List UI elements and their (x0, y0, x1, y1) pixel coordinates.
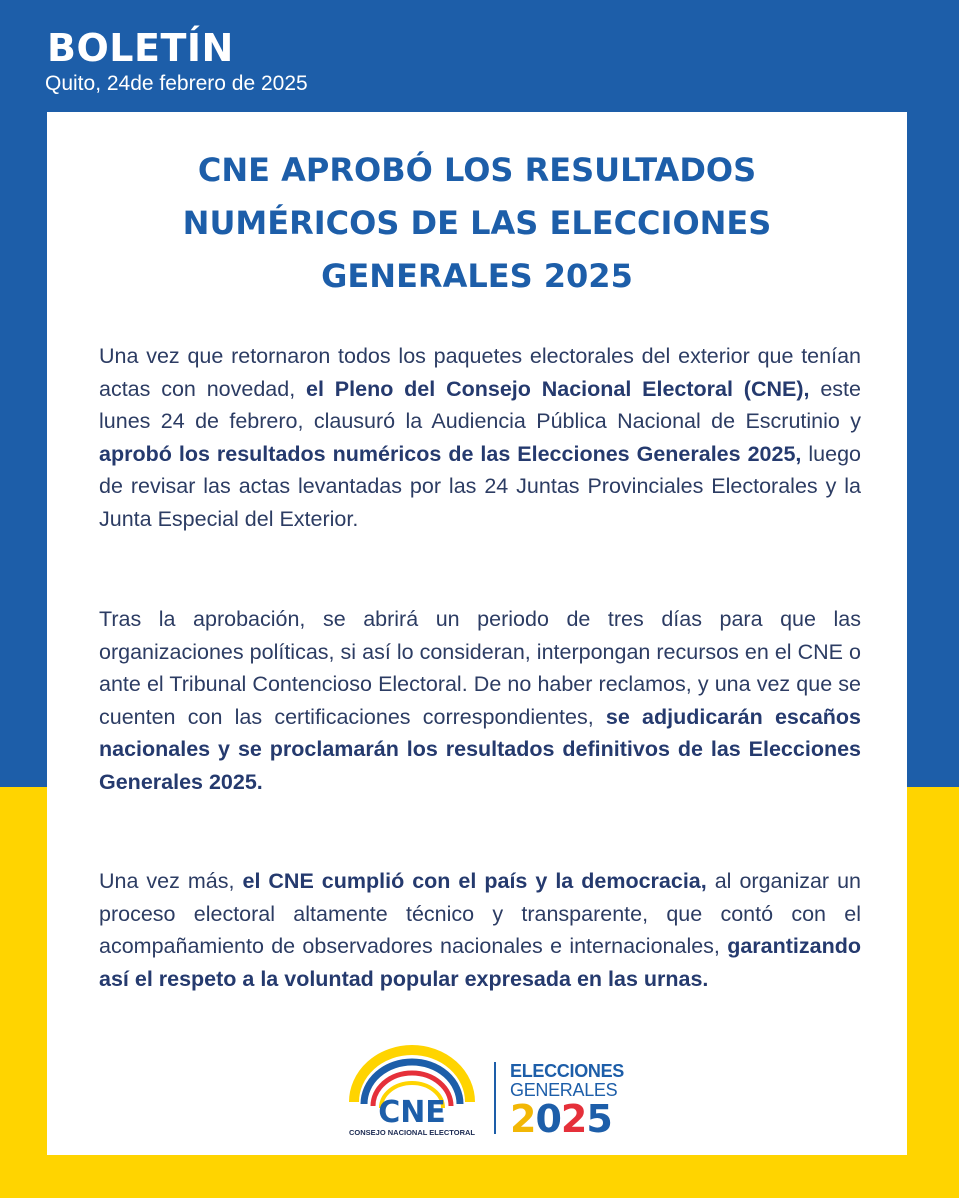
year-digit-2: 0 (535, 1097, 561, 1141)
year-digit-1: 2 (510, 1097, 536, 1141)
headline-line-2: NUMÉRICOS DE LAS ELECCIONES (182, 204, 772, 242)
headline-line-3: GENERALES 2025 (321, 257, 633, 295)
cne-logo (342, 1042, 487, 1138)
elecciones-line-1: ELECCIONES (510, 1061, 625, 1081)
paragraph-1 (99, 340, 861, 535)
paragraph-2-text-1: Tras la aprobación, se abrirá un periodo de tres días para que las organizaciones políticas, si así lo consideran, interpongan recursos en el CNE o ante el Tribunal Contencioso Electoral. De no haber reclamos, y una vez que se cuenten con las certificaciones correspondientes, (99, 607, 861, 729)
paragraph-2 (99, 603, 861, 798)
cne-logo-text: CNE (378, 1095, 446, 1130)
paragraph-3 (99, 865, 861, 995)
bulletin-date: Quito, 24de febrero de 2025 (45, 72, 308, 95)
headline-line-1: CNE APROBÓ LOS RESULTADOS (197, 151, 757, 189)
cne-logo-caption: CONSEJO NACIONAL ELECTORAL (349, 1128, 475, 1137)
bulletin-card (47, 112, 907, 1155)
paragraph-1-bold-2: aprobó los resultados numéricos de las Elecciones Generales 2025, (99, 441, 802, 466)
year-digit-3: 2 (560, 1097, 587, 1141)
paragraph-1-text-3: luego de revisar las actas levantadas por las 24 Juntas Provinciales Electorales y la Junta Especial del Exterior. (99, 441, 861, 531)
year-digit-4: 5 (586, 1097, 612, 1141)
elecciones-year (510, 1099, 630, 1139)
logo-area (342, 1042, 642, 1142)
headline (107, 144, 847, 303)
logo-divider (494, 1062, 496, 1134)
elecciones-line-2: GENERALES (510, 1080, 618, 1100)
paragraph-1-bold-1: el Pleno del Consejo Nacional Electoral (CNE), (306, 376, 810, 401)
elecciones-logo (510, 1062, 630, 1139)
paragraph-3-text-2: al organizar un proceso electoral altamente técnico y transparente, que contó con el acompañamiento de observadores nacionales e internacionales, (99, 869, 861, 958)
bulletin-title: BOLETÍN (47, 26, 234, 70)
paragraph-3-bold-1: el CNE cumplió con el país y la democracia, (242, 869, 707, 893)
paragraph-2-bold-1: se adjudicarán escaños nacionales y se proclamarán los resultados definitivos de las Elecciones Generales 2025. (99, 704, 861, 794)
paragraph-3-text-1: Una vez más, (99, 869, 243, 893)
paragraph-3-bold-2: garantizando así el respeto a la voluntad popular expresada en las urnas. (99, 934, 861, 991)
paragraph-1-text-2: este lunes 24 de febrero, clausuró la Audiencia Pública Nacional de Escrutinio y (99, 376, 861, 433)
paragraph-1-text-1: Una vez que retornaron todos los paquetes electorales del exterior que tenían actas con novedad, (99, 344, 861, 401)
